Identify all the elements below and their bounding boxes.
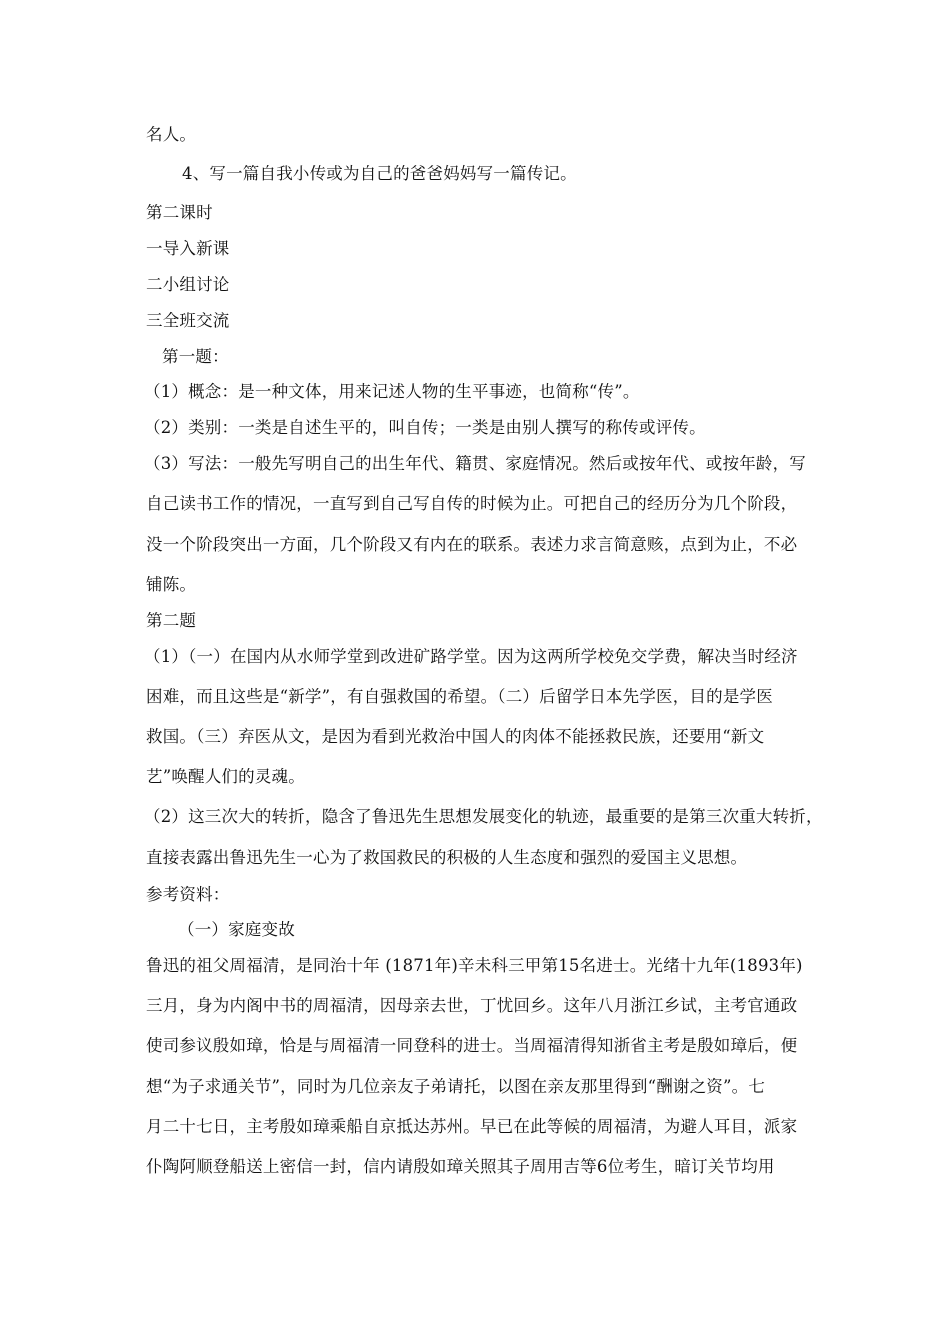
text-line: 使司参议殷如璋，恰是与周福清一同登科的进士。当周福清得知浙省主考是殷如璋后，便 — [146, 1036, 798, 1055]
text-line: （一）家庭变故 — [178, 920, 295, 939]
text-line: 月二十七日，主考殷如璋乘船自京抵达苏州。早已在此等候的周福清，为避人耳目，派家 — [146, 1117, 798, 1136]
text-line: 参考资料： — [146, 885, 230, 904]
text-line: （2）这三次大的转折，隐含了鲁迅先生思想发展变化的轨迹，最重要的是第三次重大转折， — [144, 807, 823, 826]
text-line: 鲁迅的祖父周福清，是同治十年 (1871年)辛未科三甲第15名进士。光绪十九年(1893年) — [146, 956, 803, 975]
text-line: 想“为子求通关节”，同时为几位亲友子弟请托，以图在亲友那里得到“酬谢之资”。七 — [146, 1077, 766, 1096]
text-line: 艺”唤醒人们的灵魂。 — [146, 767, 305, 786]
text-line: 4、写一篇自我小传或为自己的爸爸妈妈写一篇传记。 — [182, 164, 577, 183]
text-line: 名人。 — [146, 125, 197, 144]
text-line: 第一题： — [162, 347, 229, 366]
text-line: 救国。（三）弃医从文，是因为看到光救治中国人的肉体不能拯救民族，还要用“新文 — [146, 727, 765, 746]
text-line: （1）概念：是一种文体，用来记述人物的生平事迹，也简称“传”。 — [144, 382, 640, 401]
text-line: （1）（一）在国内从水师学堂到改进矿路学堂。因为这两所学校免交学费，解决当时经济 — [144, 647, 798, 666]
text-line: 第二题 — [146, 611, 197, 630]
text-line: （2）类别：一类是自述生平的，叫自传；一类是由别人撰写的称传或评传。 — [144, 418, 706, 437]
section-heading: 第二课时 — [146, 203, 213, 222]
text-line: 三月，身为内阁中书的周福清，因母亲去世，丁忧回乡。这年八月浙江乡试，主考官通政 — [146, 996, 798, 1015]
text-line: （3）写法：一般先写明自己的出生年代、籍贯、家庭情况。然后或按年代、或按年龄，写 — [144, 454, 806, 473]
text-line: 二小组讨论 — [146, 275, 230, 294]
text-line: 一导入新课 — [146, 239, 230, 258]
text-line: 铺陈。 — [146, 575, 197, 594]
text-line: 三全班交流 — [146, 311, 230, 330]
text-line: 直接表露出鲁迅先生一心为了救国救民的积极的人生态度和强烈的爱国主义思想。 — [146, 848, 748, 867]
text-line: 困难，而且这些是“新学”，有自强救国的希望。（二）后留学日本先学医，目的是学医 — [146, 687, 773, 706]
text-line: 没一个阶段突出一方面，几个阶段又有内在的联系。表述力求言简意赅，点到为止，不必 — [146, 535, 798, 554]
text-line: 自己读书工作的情况，一直写到自己写自传的时候为止。可把自己的经历分为几个阶段， — [146, 494, 798, 513]
text-line: 仆陶阿顺登船送上密信一封，信内请殷如璋关照其子周用吉等6位考生，暗订关节均用 — [146, 1157, 775, 1176]
